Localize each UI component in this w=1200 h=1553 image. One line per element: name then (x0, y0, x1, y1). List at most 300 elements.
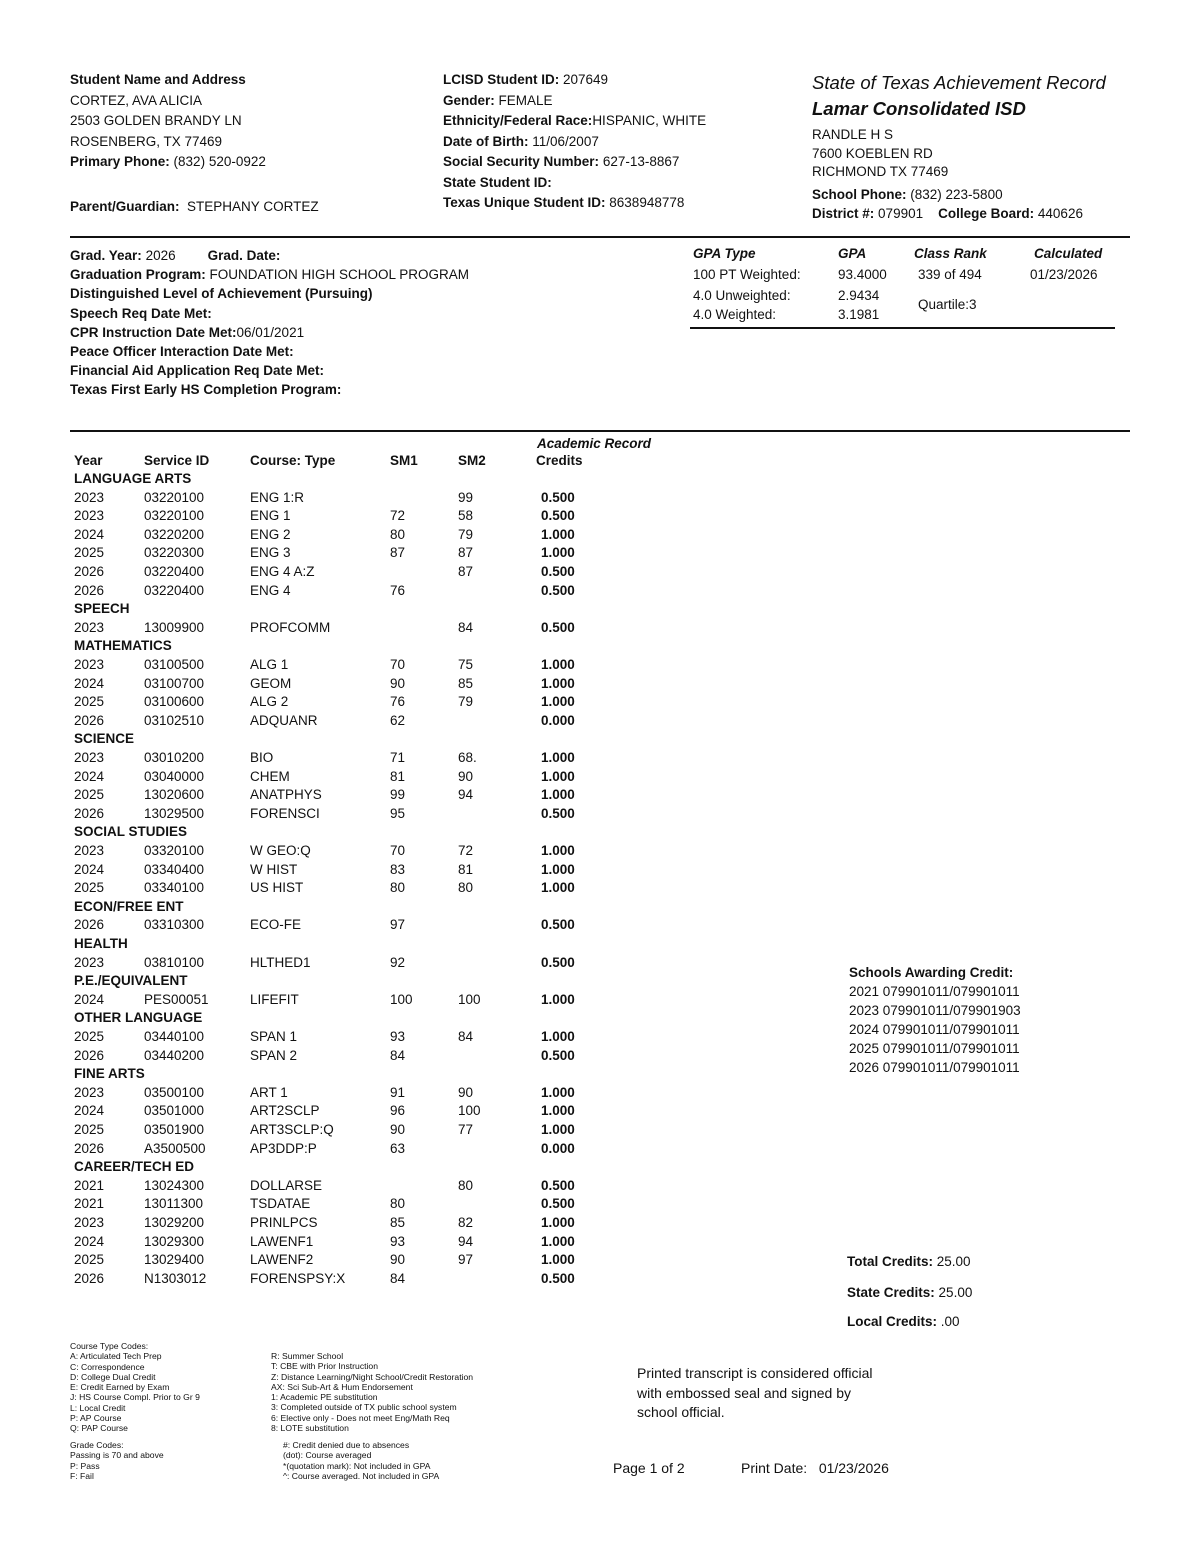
course-year: 2021 (74, 1196, 105, 1212)
course-credits: 1.000 (541, 675, 575, 691)
course-course: ENG 3 (250, 545, 291, 561)
awarding-line: 2021 079901011/079901011 (849, 984, 1020, 999)
legend-line: (dot): Course averaged (283, 1450, 372, 1461)
course-course: ART 1 (250, 1084, 288, 1100)
local-credits-label: Local Credits: (847, 1314, 938, 1329)
course-credits: 1.000 (541, 1122, 575, 1137)
grad-info (70, 246, 469, 400)
course-service: 13020600 (144, 787, 205, 803)
ethnicity-value: HISPANIC, WHITE (592, 113, 707, 128)
record-title: State of Texas Achievement Record (812, 72, 1106, 93)
legend-line: E: Credit Earned by Exam (70, 1382, 170, 1393)
course-service: 03040000 (144, 768, 205, 784)
course-service: 03100700 (144, 675, 205, 691)
course-sm2: 68. (458, 750, 477, 765)
section-heading: HEALTH (74, 936, 128, 951)
col-credits: Credits (536, 453, 583, 468)
gender (443, 91, 706, 112)
student-name: CORTEZ, AVA ALICIA (70, 92, 203, 108)
legend-line: Course Type Codes: (70, 1341, 149, 1351)
course-sm2: 80 (458, 1177, 474, 1193)
gender-label: Gender: (443, 92, 495, 108)
course-sm1: 90 (390, 1252, 406, 1268)
grad-program-label: Graduation Program: (70, 267, 206, 283)
course-year: 2026 (74, 712, 105, 728)
course-course: US HIST (250, 880, 304, 896)
gpa-divider (690, 327, 1115, 329)
legend-line: A: Articulated Tech Prep (70, 1351, 162, 1362)
speech-req: Speech Req Date Met: (70, 305, 212, 321)
course-course: SPAN 2 (250, 1047, 298, 1063)
course-service: 13029500 (144, 805, 205, 821)
course-credits: 0.500 (541, 489, 575, 505)
cpr-value: 06/01/2021 (236, 324, 305, 340)
course-sm1: 90 (390, 1122, 406, 1137)
course-sm1: 87 (390, 545, 406, 561)
course-credits: 1.000 (541, 880, 575, 896)
course-course: FORENSCI (250, 805, 320, 821)
legend-line: AX: Sci Sub-Art & Hum Endorsement (271, 1381, 413, 1392)
unique-id (443, 193, 706, 214)
ethnicity-label: Ethnicity/Federal Race: (443, 113, 593, 128)
course-service: 03220100 (144, 508, 205, 524)
course-sm2: 90 (458, 1084, 474, 1100)
course-credits: 1.000 (541, 1103, 575, 1119)
course-credits: 0.500 (541, 619, 575, 635)
course-course: ENG 2 (250, 526, 291, 542)
state-id-label: State Student ID: (443, 174, 552, 190)
course-sm2: 100 (458, 991, 481, 1007)
course-sm2: 79 (458, 526, 474, 542)
course-year: 2025 (74, 787, 105, 803)
district-no-label: District #: (812, 206, 875, 221)
school-address (812, 126, 948, 182)
early-completion: Texas First Early HS Completion Program: (70, 382, 342, 398)
school-address-line2: RICHMOND TX 77469 (812, 164, 949, 179)
official-note-line: Printed transcript is considered official (637, 1365, 873, 1381)
course-service: 13024300 (144, 1177, 205, 1193)
student-phone (70, 152, 266, 173)
course-sm2: 97 (458, 1252, 474, 1268)
legend-line: Z: Distance Learning/Night School/Credit Restoration (271, 1371, 474, 1382)
section-heading: SOCIAL STUDIES (74, 824, 188, 840)
state-credits (847, 1285, 972, 1300)
course-sm2: 58 (458, 508, 474, 524)
course-service: 03220300 (144, 545, 205, 561)
legend-line: 1: Academic PE substitution (271, 1392, 378, 1403)
course-credits: 1.000 (541, 1233, 575, 1249)
college-board-label: College Board: (938, 206, 1035, 221)
course-sm1: 80 (390, 1196, 406, 1212)
course-course: BIO (250, 750, 274, 765)
course-service: 03810100 (144, 954, 205, 970)
course-sm1: 71 (390, 750, 406, 765)
course-year: 2024 (74, 675, 105, 691)
course-service: 03010200 (144, 750, 205, 765)
course-credits: 0.500 (541, 564, 575, 579)
section-heading: CAREER/TECH ED (74, 1159, 195, 1175)
legend-line: 6: Elective only - Does not meet Eng/Math Req (271, 1412, 450, 1423)
course-course: ECO-FE (250, 917, 302, 933)
academic-record-title: Academic Record (537, 436, 652, 451)
course-year: 2023 (74, 1215, 105, 1230)
course-sm1: 76 (390, 582, 406, 598)
course-year: 2025 (74, 1029, 105, 1044)
course-course: ADQUANR (250, 712, 318, 728)
calculated-header: Calculated (1034, 246, 1103, 261)
dob-label: Date of Birth: (443, 133, 529, 149)
course-credits: 1.000 (541, 1084, 575, 1100)
course-credits: 1.000 (541, 1029, 575, 1044)
course-service: 03320100 (144, 843, 205, 858)
course-sm1: 84 (390, 1270, 406, 1286)
course-course: LAWENF2 (250, 1252, 314, 1268)
course-service: 03310300 (144, 917, 205, 933)
course-course: ALG 1 (250, 657, 289, 672)
course-credits: 0.000 (541, 712, 575, 728)
section-heading: P.E./EQUIVALENT (74, 973, 188, 989)
legend-line: *(quotation mark): Not included in GPA (283, 1460, 431, 1471)
section-heading: MATHEMATICS (74, 638, 172, 654)
course-year: 2024 (74, 526, 105, 542)
course-credits: 0.500 (541, 508, 575, 524)
course-course: W GEO:Q (250, 843, 311, 858)
course-credits: 1.000 (541, 843, 575, 858)
student-phone-label: Primary Phone: (70, 154, 170, 169)
course-course: ENG 4 A:Z (250, 564, 315, 579)
course-service: 03440100 (144, 1029, 205, 1044)
page-number: Page 1 of 2 (613, 1460, 685, 1476)
course-sm1: 80 (390, 526, 406, 542)
course-year: 2023 (74, 843, 105, 858)
course-sm2: 85 (458, 675, 474, 691)
dob-value: 11/06/2007 (532, 133, 599, 149)
gpa-type: 4.0 Weighted: (693, 307, 777, 322)
legend-line: C: Correspondence (70, 1361, 145, 1372)
course-course: CHEM (250, 768, 290, 784)
course-sm1: 83 (390, 861, 406, 877)
course-sm2: 72 (458, 843, 474, 858)
legend-line: ^: Course averaged. Not included in GPA (283, 1470, 440, 1481)
course-course: ENG 4 (250, 582, 291, 598)
section-heading: SPEECH (74, 601, 130, 617)
course-credits: 1.000 (541, 861, 575, 877)
course-course: TSDATAE (250, 1196, 311, 1212)
legend-line: R: Summer School (271, 1351, 344, 1361)
student-phone-value: (832) 520-0922 (173, 154, 266, 169)
col-sm1: SM1 (390, 453, 418, 468)
course-credits: 0.500 (541, 917, 575, 933)
course-year: 2025 (74, 694, 105, 710)
course-course: ALG 2 (250, 694, 289, 710)
course-credits: 0.500 (541, 1177, 575, 1193)
course-service: 03501900 (144, 1122, 205, 1137)
legend-line: L: Local Credit (70, 1402, 126, 1413)
gender-value: FEMALE (498, 92, 553, 108)
course-year: 2021 (74, 1177, 105, 1193)
course-course: LAWENF1 (250, 1233, 314, 1249)
print-date-label: Print Date: (741, 1460, 808, 1476)
course-course: ART3SCLP:Q (250, 1122, 334, 1137)
unique-id-label: Texas Unique Student ID: (443, 195, 606, 210)
course-year: 2023 (74, 1084, 105, 1100)
course-type-codes (70, 1341, 200, 1434)
course-year: 2023 (74, 657, 105, 672)
course-service: 03220400 (144, 582, 205, 598)
section-heading: OTHER LANGUAGE (74, 1010, 203, 1026)
course-sm2: 87 (458, 564, 474, 579)
legend-line: T: CBE with Prior Instruction (271, 1361, 378, 1372)
schools-awarding-title: Schools Awarding Credit: (849, 965, 1014, 980)
course-credits: 0.500 (541, 1270, 575, 1286)
ids-block (443, 70, 706, 214)
gpa-header: GPA (838, 246, 867, 261)
course-course: GEOM (250, 675, 292, 691)
calculated-date: 01/23/2026 (1030, 267, 1098, 282)
legend-line: 8: LOTE substitution (271, 1423, 349, 1434)
course-service: 03220100 (144, 489, 205, 505)
course-sm1: 96 (390, 1103, 406, 1119)
quartile: Quartile:3 (918, 297, 977, 312)
course-year: 2024 (74, 991, 105, 1007)
district-name: Lamar Consolidated ISD (812, 98, 1026, 119)
school-phone-label: School Phone: (812, 187, 907, 202)
student-address-line1: 2503 GOLDEN BRANDY LN (70, 113, 242, 128)
course-course: ENG 1 (250, 508, 291, 524)
course-sm1: 91 (390, 1084, 406, 1100)
student-id-label: LCISD Student ID: (443, 72, 560, 87)
course-course: PROFCOMM (250, 619, 331, 635)
course-credits: 0.500 (541, 805, 575, 821)
course-sm1: 84 (390, 1047, 406, 1063)
course-credits: 1.000 (541, 657, 575, 672)
course-sm1: 97 (390, 917, 406, 933)
course-year: 2024 (74, 1103, 105, 1119)
course-sm2: 79 (458, 694, 474, 710)
ssn (443, 152, 706, 173)
school-phone-value: (832) 223-5800 (910, 187, 1003, 202)
legend-line: 3: Completed outside of TX public school system (271, 1402, 457, 1413)
course-service: 13029200 (144, 1215, 205, 1230)
course-course: FORENSPSY:X (250, 1270, 346, 1286)
guardian-value: STEPHANY CORTEZ (187, 199, 319, 214)
header-divider (70, 236, 1130, 238)
course-credits: 1.000 (541, 1215, 575, 1230)
awarding-line: 2024 079901011/079901011 (849, 1022, 1020, 1037)
class-rank: 339 of 494 (918, 267, 982, 282)
student-id (443, 70, 706, 91)
course-course: W HIST (250, 861, 298, 877)
grad-program-value: FOUNDATION HIGH SCHOOL PROGRAM (209, 267, 470, 283)
course-year: 2025 (74, 1252, 105, 1268)
course-year: 2026 (74, 805, 105, 821)
course-year: 2024 (74, 861, 105, 877)
legend-line: F: Fail (70, 1470, 94, 1481)
course-service: 13029400 (144, 1252, 205, 1268)
dob (443, 132, 706, 153)
course-sm1: 62 (390, 712, 406, 728)
peace-officer: Peace Officer Interaction Date Met: (70, 344, 294, 360)
legend-line: Passing is 70 and above (70, 1450, 164, 1461)
gpa-type-header: GPA Type (693, 246, 756, 261)
course-sm1: 99 (390, 787, 406, 803)
course-credits: 0.500 (541, 582, 575, 598)
section-heading: ECON/FREE ENT (74, 898, 184, 914)
record-divider (70, 430, 1130, 432)
course-year: 2026 (74, 1047, 105, 1063)
col-sm2: SM2 (458, 453, 486, 468)
guardian-label: Parent/Guardian: (70, 199, 180, 214)
legend-line: P: Pass (70, 1460, 100, 1471)
course-credits: 0.000 (541, 1140, 575, 1156)
course-course: LIFEFIT (250, 991, 299, 1007)
legend-line: D: College Dual Credit (70, 1371, 156, 1382)
legend-line: Grade Codes: (70, 1440, 124, 1450)
course-sm1: 95 (390, 805, 406, 821)
legend-line: J: HS Course Compl. Prior to Gr 9 (70, 1392, 200, 1403)
course-year: 2023 (74, 508, 105, 524)
course-service: 03340400 (144, 861, 205, 877)
awarding-line: 2023 079901011/079901903 (849, 1003, 1021, 1018)
cpr-label: CPR Instruction Date Met: (70, 324, 237, 340)
grade-codes-2 (283, 1440, 439, 1481)
course-sm2: 81 (458, 861, 474, 877)
grad-program (70, 265, 469, 284)
ethnicity (443, 111, 706, 132)
total-credits-label: Total Credits: (847, 1254, 934, 1269)
total-credits-value: 25.00 (936, 1254, 971, 1269)
course-service: 03220200 (144, 526, 205, 542)
gpa-value: 3.1981 (838, 307, 880, 322)
course-year: 2025 (74, 880, 105, 896)
legend-line: #: Credit denied due to absences (283, 1440, 410, 1450)
col-course-type: Course: Type (250, 453, 336, 468)
course-year: 2023 (74, 619, 105, 635)
grad-year-value: 2026 (145, 248, 176, 263)
course-service: 03102510 (144, 712, 205, 728)
course-credits: 1.000 (541, 526, 575, 542)
course-service: 03100500 (144, 657, 205, 672)
course-year: 2024 (74, 768, 105, 784)
course-year: 2026 (74, 917, 105, 933)
gpa-value: 93.4000 (838, 267, 887, 282)
course-sm2: 84 (458, 1029, 474, 1044)
state-credits-value: 25.00 (938, 1285, 973, 1300)
financial-aid: Financial Aid Application Req Date Met: (70, 363, 325, 379)
course-sm2: 94 (458, 1233, 474, 1249)
course-sm1: 70 (390, 843, 406, 858)
course-sm2: 94 (458, 787, 474, 803)
course-year: 2024 (74, 1233, 105, 1249)
cpr-date (70, 323, 469, 342)
course-course: ENG 1:R (250, 489, 305, 505)
schools-awarding (849, 963, 1021, 1077)
course-year: 2026 (74, 1140, 105, 1156)
official-note-line: school official. (637, 1404, 725, 1420)
course-credits: 1.000 (541, 545, 575, 561)
course-sm1: 81 (390, 768, 406, 784)
course-service: 03220400 (144, 564, 205, 579)
course-sm2: 90 (458, 768, 474, 784)
guardian (70, 197, 319, 218)
course-sm2: 77 (458, 1122, 474, 1137)
gpa-type: 100 PT Weighted: (693, 267, 801, 282)
course-credits: 0.500 (541, 1047, 575, 1063)
course-sm1: 72 (390, 508, 406, 524)
course-credits: 1.000 (541, 1252, 575, 1268)
course-service: 03340100 (144, 880, 205, 896)
unique-id-value: 8638948778 (609, 195, 685, 210)
gpa-value: 2.9434 (838, 288, 880, 303)
state-id (443, 173, 706, 194)
gpa-type: 4.0 Unweighted: (693, 288, 791, 303)
col-year: Year (74, 453, 103, 468)
course-year: 2023 (74, 750, 105, 765)
college-board-value: 440626 (1037, 206, 1083, 221)
course-sm2: 80 (458, 880, 474, 896)
grade-codes (70, 1440, 164, 1481)
official-note (637, 1364, 873, 1423)
local-credits-value: .00 (940, 1314, 960, 1329)
student-id-value: 207649 (563, 72, 609, 87)
official-note-line: with embossed seal and signed by (637, 1384, 852, 1401)
course-service: 13009900 (144, 619, 205, 635)
course-sm1: 85 (390, 1215, 406, 1230)
course-credits: 0.500 (541, 1196, 575, 1212)
course-service: 03501000 (144, 1103, 205, 1119)
course-sm2: 87 (458, 545, 474, 561)
district-no-value: 079901 (878, 206, 924, 221)
awarding-line: 2025 079901011/079901011 (849, 1041, 1020, 1056)
course-credits: 1.000 (541, 694, 575, 710)
section-heading: LANGUAGE ARTS (74, 471, 192, 486)
grad-year-row (70, 246, 469, 265)
course-sm1: 100 (390, 991, 413, 1007)
school-phone (812, 185, 1003, 206)
course-course: ANATPHYS (250, 787, 322, 803)
course-service: PES00051 (144, 991, 209, 1007)
grad-year-label: Grad. Year: (70, 248, 142, 263)
class-rank-header: Class Rank (914, 246, 987, 261)
school-address-line1: 7600 KOEBLEN RD (812, 145, 933, 161)
state-credits-label: State Credits: (847, 1285, 935, 1300)
student-heading: Student Name and Address (70, 72, 246, 87)
student-address-line2: ROSENBERG, TX 77469 (70, 133, 223, 149)
course-course: HLTHED1 (250, 954, 311, 970)
course-sm1: 93 (390, 1029, 406, 1044)
course-year: 2023 (74, 489, 105, 505)
course-sm2: 100 (458, 1103, 481, 1119)
course-service: 03100600 (144, 694, 205, 710)
course-sm2: 82 (458, 1215, 474, 1230)
course-course: SPAN 1 (250, 1029, 298, 1044)
course-year: 2026 (74, 582, 105, 598)
col-service-id: Service ID (144, 453, 210, 468)
legend-line: Q: PAP Course (70, 1423, 128, 1434)
course-sm1: 93 (390, 1233, 406, 1249)
total-credits (847, 1254, 971, 1269)
course-sm1: 63 (390, 1140, 406, 1156)
course-sm1: 92 (390, 954, 406, 970)
course-service: 13011300 (144, 1196, 204, 1212)
course-sm1: 90 (390, 675, 406, 691)
course-sm1: 76 (390, 694, 406, 710)
course-sm2: 84 (458, 619, 474, 635)
course-credits: 0.500 (541, 954, 575, 970)
print-date-value: 01/23/2026 (818, 1460, 889, 1476)
course-year: 2025 (74, 1122, 105, 1137)
course-sm2: 99 (458, 489, 474, 505)
